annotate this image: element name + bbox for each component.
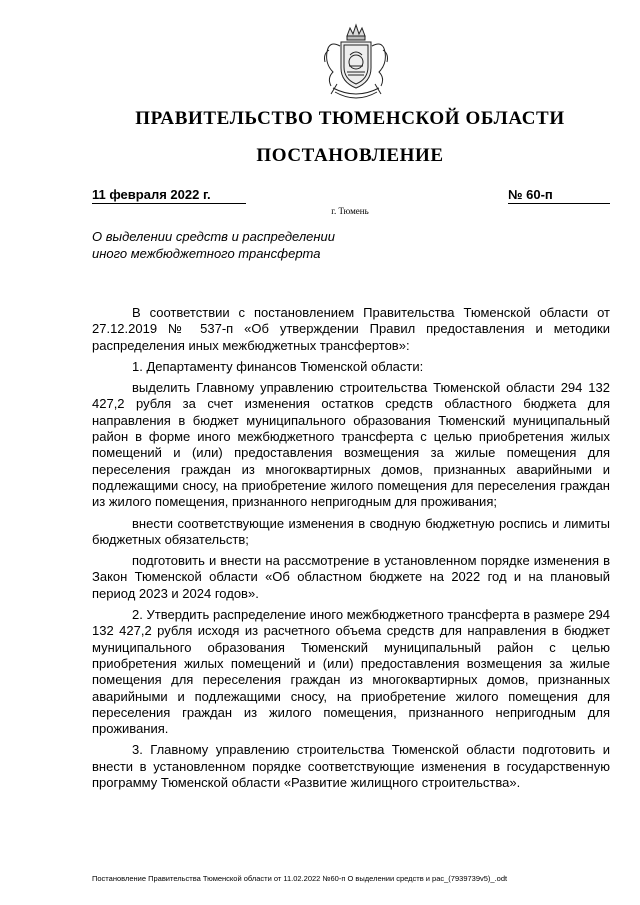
subject-line: О выделении средств и распределении [92,229,336,244]
document-body [92,305,610,796]
document-subject [92,228,392,262]
government-title: ПРАВИТЕЛЬСТВО ТЮМЕНСКОЙ ОБЛАСТИ [135,108,565,129]
body-paragraph: внести соответствующие изменения в сводную бюджетную роспись и лимиты бюджетных обязательств; [92,515,610,547]
body-paragraph: В соответствии с постановлением Правительства Тюменской области от 27.12.2019 № 537-п «Об утверждении Правил предоставления и методики распределения иных межбюджетных трансфертов»: [92,305,610,353]
document-date: 11 февраля 2022 г. [92,186,246,204]
body-paragraph: подготовить и внести на рассмотрение в установленном порядке изменения в Закон Тюменской области «Об областном бюджете на 2022 год и на плановый период 2023 и 2024 годов». [92,553,610,601]
document-city: г. Тюмень [331,206,369,216]
body-paragraph: 2. Утвердить распределение иного межбюджетного трансферта в размере 294 132 427,2 рубля исходя из расчетного объема средств для направления в бюджет муниципального образования Тюменский муниципальный район с целью приобретения жилых помещений и (или) предоставления возмещения за жилые помещения для переселения граждан из многоквартирных домов, признанных аварийными и подлежащими сносу, на приобретение жилого помещения для переселения граждан из жилого помещения, признанного непригодным для проживания. [92,607,610,737]
body-paragraph: выделить Главному управлению строительства Тюменской области 294 132 427,2 рубля за счет изменения остатков средств областного бюджета для направления в бюджет муниципального образования Тюменский муниципальный район в форме иного межбюджетного трансферта с целью приобретения жилых помещений и (или) предоставления возмещения за жилые помещения для переселения граждан из многоквартирных домов, признанных аварийными и подлежащими сносу, на приобретение жилого помещения для переселения граждан из жилого помещения, признанного непригодным для проживания; [92,380,610,510]
subject-line: иного межбюджетного трансферта [92,246,321,261]
document-footer: Постановление Правительства Тюменской области от 11.02.2022 №60-п О выделении средств и рас_(7939739v5)_.odt [92,874,508,883]
body-paragraph: 3. Главному управлению строительства Тюменской области подготовить и внести в установленном порядке соответствующие изменения в государственную программу Тюменской области «Развитие жилищного строительства». [92,742,610,791]
coat-of-arms-icon [317,22,395,104]
document-number: № 60-п [508,186,610,204]
body-paragraph: 1. Департаменту финансов Тюменской области: [132,358,424,374]
document-type: ПОСТАНОВЛЕНИЕ [256,145,444,166]
